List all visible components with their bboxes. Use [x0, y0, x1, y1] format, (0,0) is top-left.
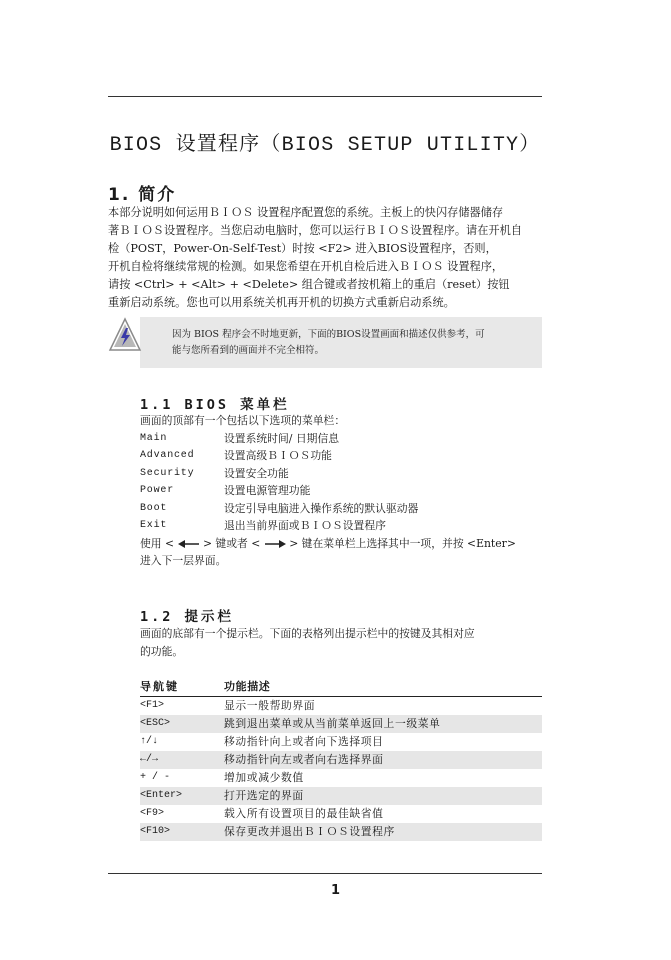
nav-key: + / -	[140, 772, 171, 783]
menu-desc: 设定引导电脑进入操作系统的默认驱动器	[224, 501, 419, 515]
table-row	[140, 805, 542, 823]
nav-desc: 跳到退出菜单或从当前菜单返回上一级菜单	[224, 717, 441, 730]
section-1-heading: 1. 简介	[108, 185, 177, 205]
table-row	[140, 733, 542, 751]
hint-bar-intro	[140, 625, 542, 660]
paragraph-line: 开机自检将继续常规的检测。如果您希望在开机自检后进入ＢＩＯＳ 设置程序，	[108, 260, 504, 273]
warning-icon	[108, 317, 142, 353]
note-line: 因为 BIOS 程序会不时地更新，下面的BIOS设置画面和描述仅供参考，可	[172, 329, 485, 340]
menu-desc: 设置安全功能	[224, 466, 289, 480]
table-row	[140, 751, 542, 769]
note-line: 能与您所看到的画面并不完全相符。	[172, 345, 325, 356]
section-1-2-heading: 1.2 提示栏	[140, 609, 235, 625]
column-header-desc: 功能描述	[224, 680, 271, 693]
nav-desc: 显示一般帮助界面	[224, 699, 316, 712]
menu-item	[140, 500, 542, 518]
nav-key: ←/→	[140, 754, 159, 765]
page-number: 1	[330, 883, 341, 898]
top-rule	[108, 96, 542, 97]
paragraph-line: 本部分说明如何运用ＢＩＯＳ 设置程序配置您的系统。主板上的快闪存储器储存	[108, 206, 504, 219]
nav-desc: 移动指针向上或者向下选择项目	[224, 735, 384, 748]
menu-item	[140, 430, 542, 448]
nav-desc: 保存更改并退出ＢＩＯＳ设置程序	[224, 825, 395, 838]
nav-desc: 打开选定的界面	[224, 789, 304, 802]
table-body	[140, 697, 542, 841]
menu-intro: 画面的顶部有一个包括以下选项的菜单栏：	[140, 414, 346, 427]
table-header	[140, 678, 542, 697]
menu-key: Advanced	[140, 450, 195, 461]
nav-key: ↑/↓	[140, 736, 159, 747]
nav-key: <F10>	[140, 826, 171, 837]
menu-bar-section	[140, 412, 542, 570]
nav-desc: 增加或减少数值	[224, 771, 304, 784]
menu-desc: 设置系统时间/ 日期信息	[224, 431, 340, 445]
menu-key: Exit	[140, 520, 168, 531]
nav-desc: 载入所有设置项目的最佳缺省值	[224, 807, 384, 820]
bottom-rule	[108, 873, 542, 874]
menu-item	[140, 482, 542, 500]
section-1-paragraph	[108, 204, 544, 312]
nav-desc: 移动指针向左或者向右选择界面	[224, 753, 384, 766]
menu-item	[140, 517, 542, 535]
page-title	[108, 127, 542, 157]
menu-item	[140, 447, 542, 465]
right-arrow-icon	[264, 539, 286, 549]
note-text	[172, 327, 485, 359]
usage-text: 使用 <	[140, 536, 175, 550]
nav-key: <F1>	[140, 700, 165, 711]
menu-desc: 退出当前界面或ＢＩＯＳ设置程序	[224, 519, 386, 532]
navigation-key-table	[140, 678, 542, 841]
usage-line	[140, 535, 542, 553]
column-header-key: 导航键	[140, 680, 179, 693]
title-suffix: （BIOS SETUP UTILITY）	[260, 134, 541, 157]
hint-line: 画面的底部有一个提示栏。下面的表格列出提示栏中的按键及其相对应	[140, 627, 475, 640]
table-row	[140, 769, 542, 787]
paragraph-line: 请按 <Ctrl> + <Alt> + <Delete> 组合键或者按机箱上的重启（reset）按钮	[108, 278, 510, 291]
hint-line: 的功能。	[140, 644, 184, 658]
nav-key: <ESC>	[140, 718, 171, 729]
paragraph-line: 著ＢＩＯＳ设置程序。当您启动电脑时，您可以运行ＢＩＯＳ设置程序。请在开机自	[108, 224, 522, 237]
table-row	[140, 715, 542, 733]
menu-key: Power	[140, 485, 175, 496]
nav-key: <F9>	[140, 808, 165, 819]
paragraph-line: 检（POST，Power-On-Self-Test）时按 <F2> 进入BIOS设置程序，否则，	[108, 242, 497, 255]
paragraph-line: 重新启动系统。您也可以用系统关机再开机的切换方式重新启动系统。	[108, 296, 455, 309]
menu-key: Main	[140, 432, 168, 444]
table-row	[140, 697, 542, 715]
left-arrow-icon	[178, 539, 200, 549]
menu-desc: 设置电源管理功能	[224, 484, 311, 497]
table-row	[140, 787, 542, 805]
usage-line-2: 进入下一层界面。	[140, 554, 227, 567]
menu-key: Security	[140, 467, 195, 479]
section-1-1-heading: 1.1 BIOS 菜单栏	[140, 397, 290, 413]
nav-key: <Enter>	[140, 790, 183, 801]
table-row	[140, 823, 542, 841]
title-cjk: 设置程序	[175, 131, 261, 155]
menu-desc: 设置高级ＢＩＯＳ功能	[224, 449, 332, 462]
menu-key: Boot	[140, 502, 168, 514]
title-prefix: BIOS	[109, 134, 176, 157]
usage-text: > 键或者 <	[202, 536, 261, 550]
menu-item	[140, 465, 542, 483]
note-box	[108, 317, 542, 368]
usage-text: > 键在菜单栏上选择其中一项，并按 <Enter>	[289, 536, 516, 550]
